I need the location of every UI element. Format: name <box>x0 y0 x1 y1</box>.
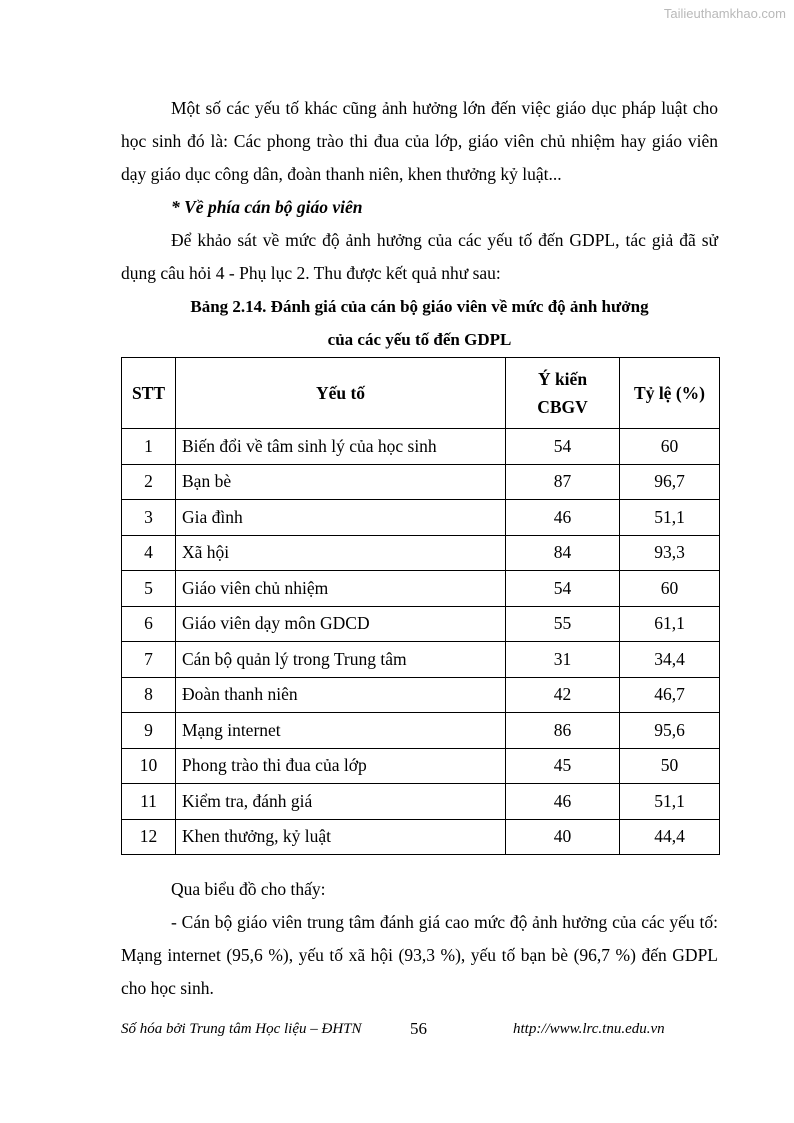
row-rate: 34,4 <box>620 642 720 678</box>
row-factor: Bạn bè <box>176 464 506 500</box>
row-count: 86 <box>506 713 620 749</box>
row-stt: 10 <box>122 748 176 784</box>
header-opinion <box>506 358 620 429</box>
header-stt: STT <box>122 358 176 429</box>
table-caption-line2: của các yếu tố đến GDPL <box>327 330 512 349</box>
row-factor: Giáo viên dạy môn GDCD <box>176 606 506 642</box>
table-row <box>122 713 720 749</box>
row-stt: 9 <box>122 713 176 749</box>
table-row <box>122 677 720 713</box>
row-stt: 8 <box>122 677 176 713</box>
page-footer <box>121 1021 718 1043</box>
footer-left-text: Số hóa bởi Trung tâm Học liệu – ĐHTN <box>121 1021 362 1037</box>
table-row <box>122 748 720 784</box>
section-heading: * Về phía cán bộ giáo viên <box>171 197 363 217</box>
paragraph-intro: Một số các yếu tố khác cũng ảnh hưởng lớn đến việc giáo dục pháp luật cho học sinh đó là: Các phong trào thi đua của lớp, giáo viên chủ nhiệm hay giáo viên dạy giáo dục công dân, đoàn thanh niên, khen thưởng kỷ luật... <box>121 98 718 184</box>
row-factor: Xã hội <box>176 535 506 571</box>
row-factor: Mạng internet <box>176 713 506 749</box>
row-count: 54 <box>506 571 620 607</box>
row-factor: Gia đình <box>176 500 506 536</box>
row-rate: 60 <box>620 571 720 607</box>
row-stt: 1 <box>122 429 176 465</box>
row-stt: 12 <box>122 819 176 855</box>
row-factor: Biến đổi về tâm sinh lý của học sinh <box>176 429 506 465</box>
row-count: 87 <box>506 464 620 500</box>
table-row <box>122 784 720 820</box>
row-factor: Đoàn thanh niên <box>176 677 506 713</box>
table-row <box>122 819 720 855</box>
row-count: 46 <box>506 500 620 536</box>
row-count: 40 <box>506 819 620 855</box>
table-row <box>122 429 720 465</box>
row-stt: 6 <box>122 606 176 642</box>
table-row <box>122 571 720 607</box>
row-rate: 93,3 <box>620 535 720 571</box>
table-header-row <box>122 358 720 429</box>
paragraph-conclusion: - Cán bộ giáo viên trung tâm đánh giá cao mức độ ảnh hưởng của các yếu tố: Mạng internet (95,6 %), yếu tố xã hội (93,3 %), yếu tố bạn bè (96,7 %) đến GDPL cho học sinh. <box>121 912 718 998</box>
row-factor: Cán bộ quản lý trong Trung tâm <box>176 642 506 678</box>
footer-url[interactable]: http://www.lrc.tnu.edu.vn <box>513 1021 665 1037</box>
row-stt: 7 <box>122 642 176 678</box>
table-row <box>122 464 720 500</box>
row-stt: 3 <box>122 500 176 536</box>
header-rate: Tỷ lệ (%) <box>620 358 720 429</box>
row-factor: Phong trào thi đua của lớp <box>176 748 506 784</box>
row-rate: 44,4 <box>620 819 720 855</box>
row-count: 54 <box>506 429 620 465</box>
paragraph-survey: Để khảo sát về mức độ ảnh hưởng của các yếu tố đến GDPL, tác giả đã sử dụng câu hỏi 4 - Phụ lục 2. Thu được kết quả như sau: <box>121 230 718 283</box>
row-factor: Kiểm tra, đánh giá <box>176 784 506 820</box>
row-factor: Giáo viên chủ nhiệm <box>176 571 506 607</box>
row-rate: 50 <box>620 748 720 784</box>
table-row <box>122 535 720 571</box>
results-table <box>121 357 720 855</box>
row-count: 55 <box>506 606 620 642</box>
row-rate: 51,1 <box>620 500 720 536</box>
row-stt: 4 <box>122 535 176 571</box>
row-rate: 96,7 <box>620 464 720 500</box>
row-stt: 11 <box>122 784 176 820</box>
row-stt: 5 <box>122 571 176 607</box>
header-opinion-line1: Ý kiến <box>537 369 588 389</box>
row-rate: 60 <box>620 429 720 465</box>
page-content <box>121 92 718 1005</box>
table-row <box>122 606 720 642</box>
row-count: 84 <box>506 535 620 571</box>
header-opinion-line2: CBGV <box>537 397 588 417</box>
watermark: Tailieuthamkhao.com <box>663 6 786 21</box>
row-rate: 95,6 <box>620 713 720 749</box>
table-caption-line1: Bảng 2.14. Đánh giá của cán bộ giáo viên về mức độ ảnh hưởng <box>190 297 649 316</box>
row-stt: 2 <box>122 464 176 500</box>
row-rate: 61,1 <box>620 606 720 642</box>
row-count: 45 <box>506 748 620 784</box>
row-rate: 46,7 <box>620 677 720 713</box>
header-factor: Yếu tố <box>176 358 506 429</box>
row-count: 46 <box>506 784 620 820</box>
row-count: 42 <box>506 677 620 713</box>
table-row <box>122 500 720 536</box>
row-rate: 51,1 <box>620 784 720 820</box>
row-factor: Khen thưởng, kỷ luật <box>176 819 506 855</box>
paragraph-conclusion-intro: Qua biểu đồ cho thấy: <box>171 879 326 899</box>
page-number: 56 <box>410 1019 427 1038</box>
row-count: 31 <box>506 642 620 678</box>
table-row <box>122 642 720 678</box>
